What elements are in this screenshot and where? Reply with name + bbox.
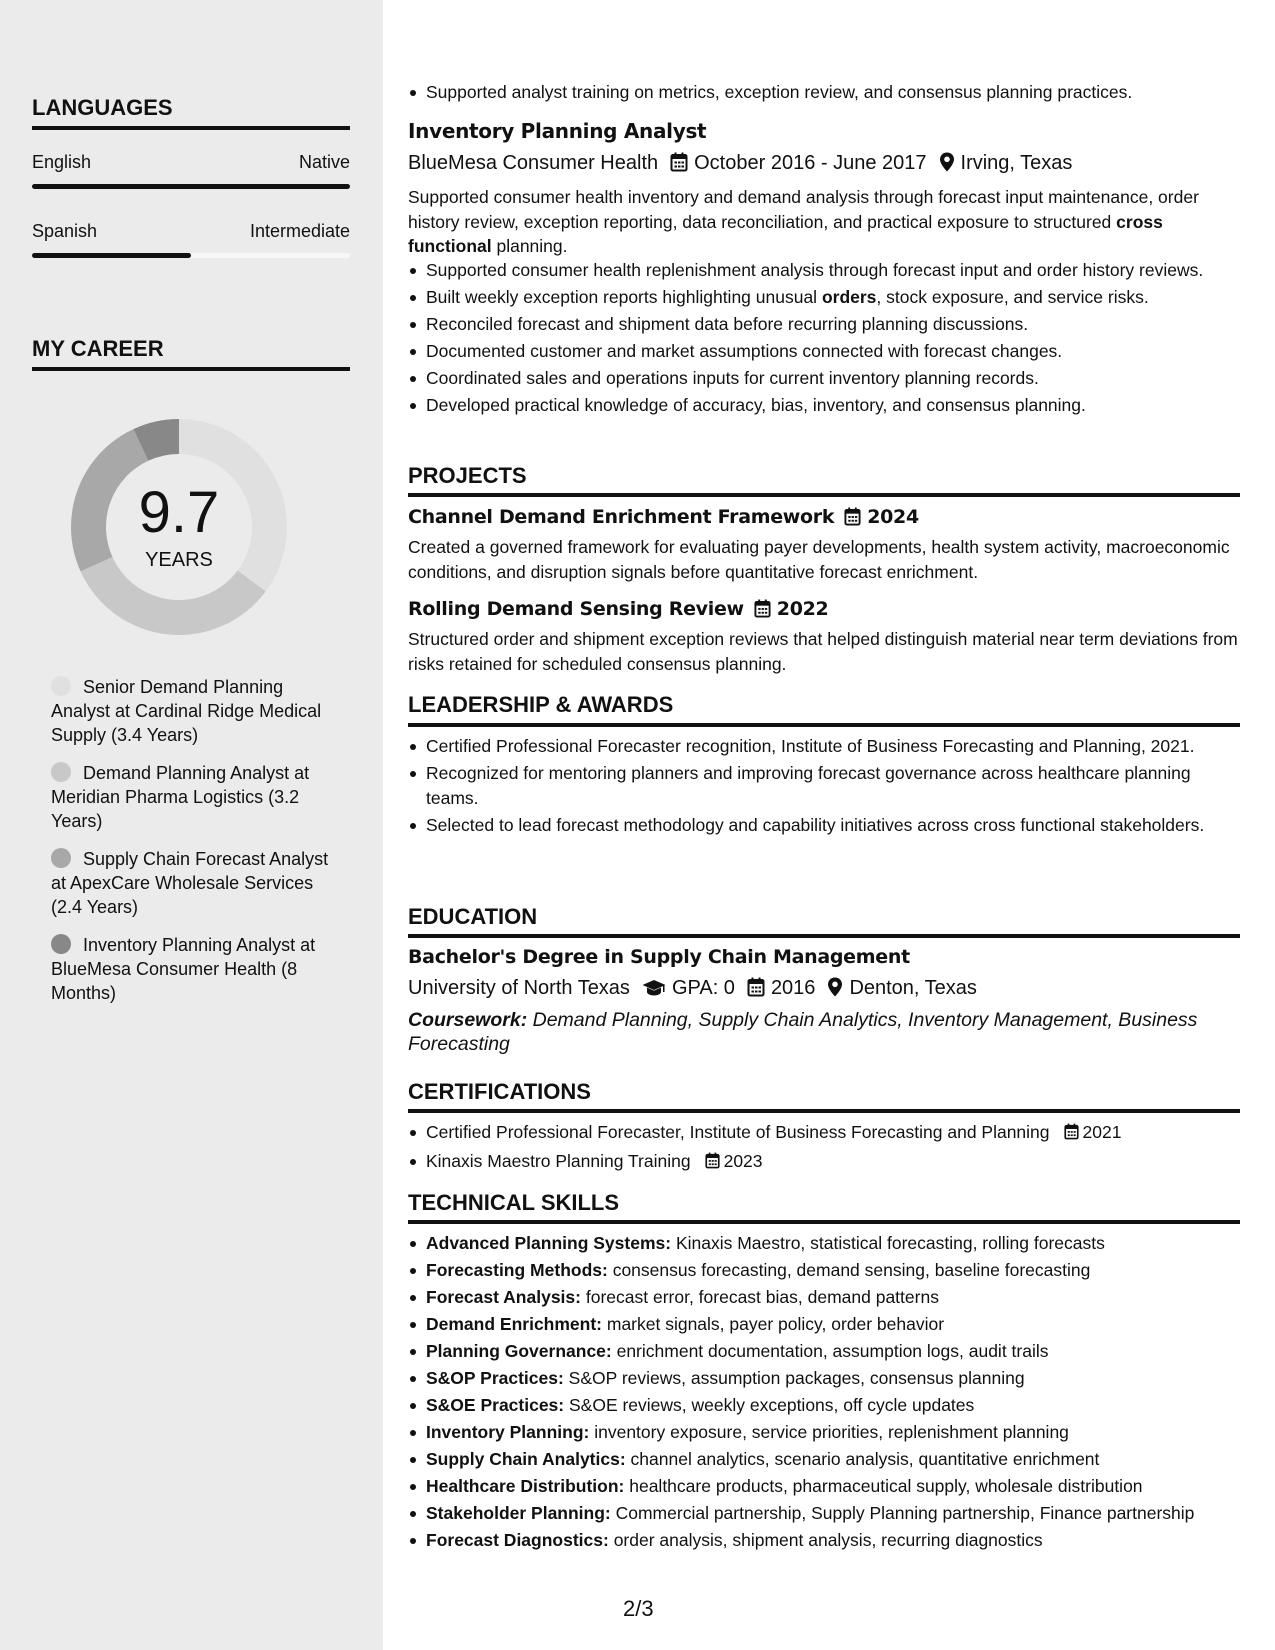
skill-item: S&OE Practices: S&OE reviews, weekly exceptions, off cycle updates bbox=[426, 1393, 1266, 1418]
career-legend-label: Inventory Planning Analyst at BlueMesa Consumer Health (8 Months) bbox=[51, 935, 316, 1003]
leadership-divider bbox=[408, 723, 1240, 727]
language-proficiency-bar bbox=[32, 184, 350, 189]
legend-dot-icon bbox=[51, 676, 71, 696]
job-title: Inventory Planning Analyst bbox=[408, 119, 707, 143]
career-legend-label: Demand Planning Analyst at Meridian Pharma Logistics (3.2 Years) bbox=[51, 763, 310, 831]
coursework-label: Coursework: bbox=[408, 1009, 528, 1031]
legend-dot-icon bbox=[51, 762, 71, 782]
skills-list bbox=[408, 1231, 1266, 1555]
project-name: Rolling Demand Sensing Review bbox=[408, 598, 744, 620]
language-proficiency-fill bbox=[32, 184, 350, 189]
degree-title: Bachelor's Degree in Supply Chain Management bbox=[408, 946, 910, 968]
carryover-bullets bbox=[408, 80, 1241, 107]
education-meta bbox=[408, 977, 977, 1003]
education-divider bbox=[408, 934, 1240, 938]
project-description: Structured order and shipment exception reviews that helped distinguish material near term deviations from risks retained for scheduled consensus planning. bbox=[408, 629, 1238, 674]
certification-item: Kinaxis Maestro Planning Training 2023 bbox=[426, 1149, 1241, 1176]
location-pin-icon bbox=[939, 152, 955, 178]
projects-title: PROJECTS bbox=[408, 463, 527, 488]
coursework bbox=[408, 1008, 1238, 1056]
project-description: Created a governed framework for evaluating payer developments, health system activity, macroeconomic conditions, and disruption signals before quantitative forecast enrichment. bbox=[408, 537, 1230, 582]
project-year: 2022 bbox=[776, 598, 829, 620]
language-proficiency-fill bbox=[32, 253, 191, 258]
skill-item: Forecast Diagnostics: order analysis, shipment analysis, recurring diagnostics bbox=[426, 1528, 1266, 1553]
project-year: 2024 bbox=[867, 506, 919, 528]
project-title bbox=[408, 598, 828, 623]
school-name: University of North Texas bbox=[408, 977, 630, 999]
bullet-item: Supported analyst training on metrics, exception review, and consensus planning practices. bbox=[426, 80, 1241, 105]
language-level: Intermediate bbox=[249, 221, 350, 241]
graduation-cap-icon bbox=[642, 979, 666, 1003]
certifications-divider bbox=[408, 1109, 1240, 1113]
calendar-icon bbox=[747, 977, 765, 1003]
languages-divider bbox=[32, 126, 350, 130]
summary-bold-text: cross functional bbox=[408, 211, 1163, 256]
education-location: Denton, Texas bbox=[849, 977, 977, 999]
skill-item: Planning Governance: enrichment documentation, assumption logs, audit trails bbox=[426, 1339, 1266, 1364]
languages-title: LANGUAGES bbox=[32, 95, 173, 120]
leadership-bullets bbox=[408, 734, 1241, 840]
skill-item: Supply Chain Analytics: channel analytics, scenario analysis, quantitative enrichment bbox=[426, 1447, 1266, 1472]
legend-dot-icon bbox=[51, 848, 71, 868]
projects-divider bbox=[408, 493, 1240, 497]
certifications-list bbox=[408, 1120, 1241, 1178]
job-bullets bbox=[408, 258, 1241, 420]
sidebar bbox=[0, 0, 383, 1650]
bullet-item: Recognized for mentoring planners and improving forecast governance across healthcare planning teams. bbox=[426, 761, 1241, 810]
bullet-item: Reconciled forecast and shipment data before recurring planning discussions. bbox=[426, 312, 1241, 337]
bullet-item: Certified Professional Forecaster recognition, Institute of Business Forecasting and Planning, 2021. bbox=[426, 734, 1241, 759]
skill-item: Forecast Analysis: forecast error, forecast bias, demand patterns bbox=[426, 1285, 1266, 1310]
skill-item: Healthcare Distribution: healthcare products, pharmaceutical supply, wholesale distribution bbox=[426, 1474, 1266, 1499]
calendar-icon bbox=[754, 599, 771, 623]
career-title: MY CAREER bbox=[32, 336, 164, 361]
skill-item: Stakeholder Planning: Commercial partnership, Supply Planning partnership, Finance partnership bbox=[426, 1501, 1266, 1526]
summary-text: planning. bbox=[491, 236, 568, 256]
career-legend-item bbox=[51, 761, 331, 833]
job-company: BlueMesa Consumer Health bbox=[408, 152, 659, 174]
skill-item: S&OP Practices: S&OP reviews, assumption packages, consensus planning bbox=[426, 1366, 1266, 1391]
project-title bbox=[408, 506, 919, 531]
career-legend-item bbox=[51, 675, 331, 747]
calendar-icon bbox=[705, 1151, 720, 1176]
career-divider bbox=[32, 367, 350, 371]
career-legend-label: Senior Demand Planning Analyst at Cardinal Ridge Medical Supply (3.4 Years) bbox=[51, 677, 322, 745]
bullet-item: Documented customer and market assumptions connected with forecast changes. bbox=[426, 339, 1241, 364]
career-legend-label: Supply Chain Forecast Analyst at ApexCare Wholesale Services (2.4 Years) bbox=[51, 849, 329, 917]
skills-title: TECHNICAL SKILLS bbox=[408, 1190, 620, 1215]
skill-item: Advanced Planning Systems: Kinaxis Maestro, statistical forecasting, rolling forecasts bbox=[426, 1231, 1266, 1256]
leadership-title: LEADERSHIP & AWARDS bbox=[408, 692, 674, 717]
skill-item: Inventory Planning: inventory exposure, service priorities, replenishment planning bbox=[426, 1420, 1266, 1445]
skill-item: Forecasting Methods: consensus forecasting, demand sensing, baseline forecasting bbox=[426, 1258, 1266, 1283]
language-name: Spanish bbox=[32, 221, 98, 241]
certification-item: Certified Professional Forecaster, Institute of Business Forecasting and Planning 2021 bbox=[426, 1120, 1241, 1147]
certifications-title: CERTIFICATIONS bbox=[408, 1079, 591, 1104]
language-level: Native bbox=[298, 152, 350, 172]
coursework-list: Demand Planning, Supply Chain Analytics, Inventory Management, Business Forecasting bbox=[408, 1009, 1198, 1055]
calendar-icon bbox=[844, 507, 861, 531]
page-number: 2/3 bbox=[623, 1596, 654, 1621]
bullet-item: Developed practical knowledge of accuracy, bias, inventory, and consensus planning. bbox=[426, 393, 1241, 418]
language-proficiency-bar bbox=[32, 253, 350, 258]
education-title: EDUCATION bbox=[408, 904, 538, 929]
career-legend-item bbox=[51, 847, 331, 919]
skills-divider bbox=[408, 1220, 1240, 1224]
location-pin-icon bbox=[827, 977, 843, 1003]
bullet-item: Built weekly exception reports highlighting unusual orders, stock exposure, and service risks. bbox=[426, 285, 1241, 310]
bullet-item: Selected to lead forecast methodology and capability initiatives across cross functional stakeholders. bbox=[426, 813, 1241, 838]
summary-text: Supported consumer health inventory and demand analysis through forecast input maintenance, order history review, exception reporting, data reconciliation, and practical exposure to structured bbox=[408, 187, 1199, 232]
legend-dot-icon bbox=[51, 934, 71, 954]
gpa: GPA: 0 bbox=[671, 977, 735, 999]
language-name: English bbox=[32, 152, 92, 172]
skill-item: Demand Enrichment: market signals, payer policy, order behavior bbox=[426, 1312, 1266, 1337]
calendar-icon bbox=[1064, 1122, 1079, 1147]
job-location: Irving, Texas bbox=[960, 152, 1073, 174]
job-meta bbox=[408, 152, 1072, 178]
bullet-item: Coordinated sales and operations inputs for current inventory planning records. bbox=[426, 366, 1241, 391]
career-total-years: 9.7 bbox=[138, 480, 220, 545]
career-legend-item bbox=[51, 933, 331, 1005]
bullet-item: Supported consumer health replenishment analysis through forecast input and order history reviews. bbox=[426, 258, 1241, 283]
job-dates: October 2016 - June 2017 bbox=[694, 152, 927, 174]
project-name: Channel Demand Enrichment Framework bbox=[408, 506, 835, 528]
graduation-year: 2016 bbox=[770, 977, 816, 999]
career-total-unit: YEARS bbox=[145, 549, 213, 571]
calendar-icon bbox=[670, 152, 688, 178]
job-summary bbox=[408, 185, 1238, 259]
